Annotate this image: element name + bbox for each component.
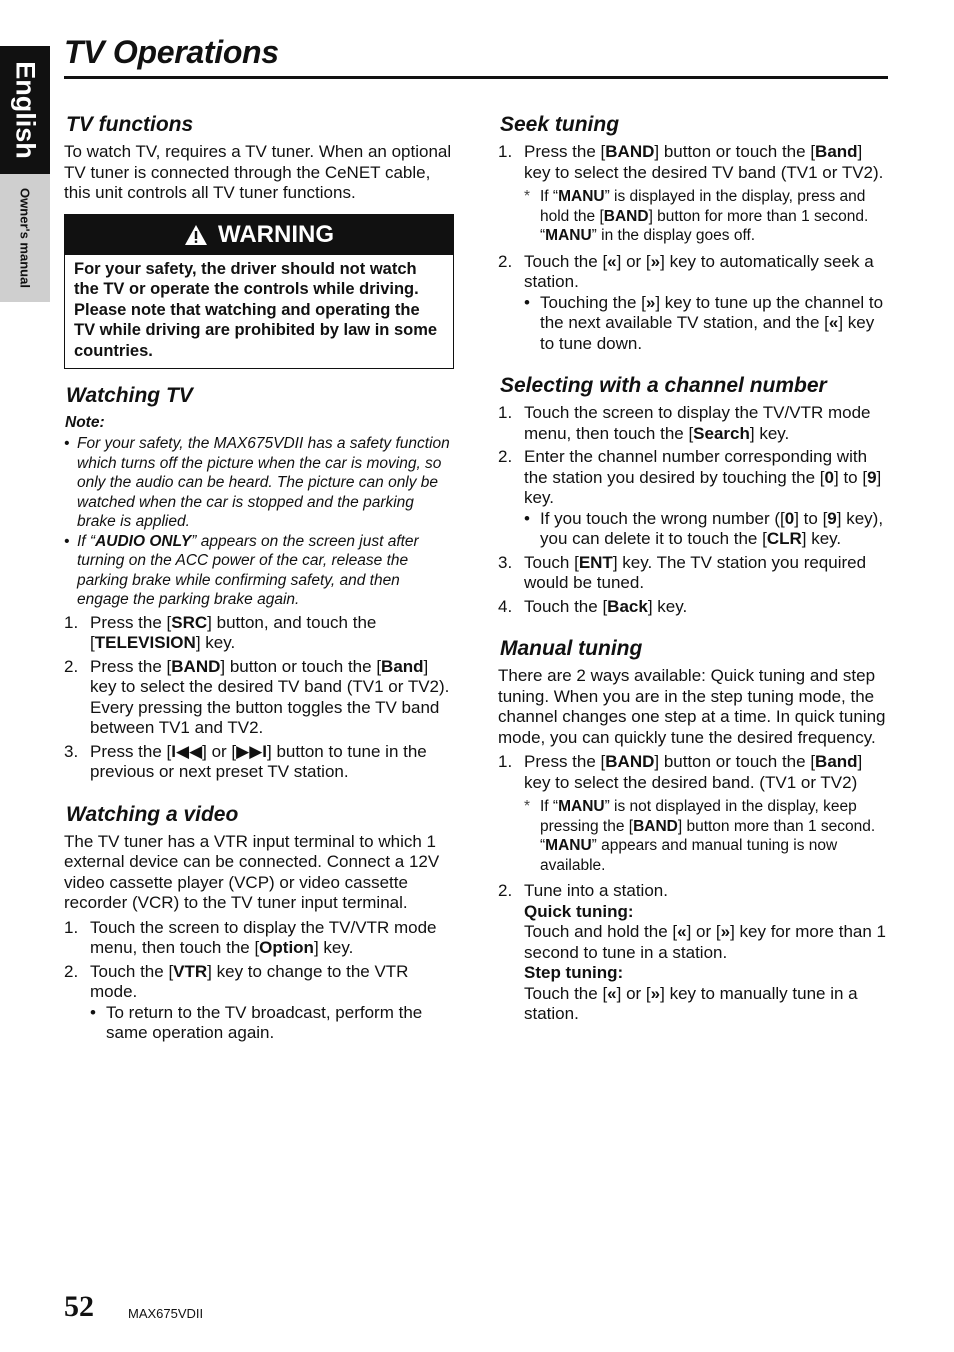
page-number: 52 bbox=[64, 1290, 94, 1323]
list-item: 2. Enter the channel number corresponding with the station you desired by touching the [0] to [9] key. • If you touch the wrong number ([0] to [9] key), you can delete it to touch the [CLR] key. bbox=[498, 447, 888, 550]
warning-triangle-icon bbox=[184, 224, 208, 246]
tv-functions-body: To watch TV, requires a TV tuner. When an optional TV tuner is connected through the CeNET cable, this unit controls all TV tuner functions. bbox=[64, 142, 452, 202]
quick-tuning-text: Touch and hold the [«] or [»] key for more than 1 second to tune in a station. bbox=[524, 922, 886, 962]
list-item: 1. Touch the screen to display the TV/VTR mode menu, then touch the [Search] key. bbox=[498, 403, 871, 443]
tv-functions-heading: TV functions bbox=[66, 113, 194, 136]
side-language-tab bbox=[0, 46, 50, 302]
list-item: 1. Press the [SRC] button, and touch the [TELEVISION] key. bbox=[64, 612, 377, 652]
watching-video-heading: Watching a video bbox=[66, 802, 239, 826]
list-item: 4. Touch the [Back] key. bbox=[498, 596, 688, 616]
manual-tuning-section bbox=[498, 634, 888, 1025]
bullet-item: • If you touch the wrong number ([0] to [9] key), you can delete it to touch the [CLR] key. bbox=[524, 508, 884, 548]
warning-body: For your safety, the driver should not watch the TV or operate the controls while driving. Please note that watching and operating the TV while driving are prohibited by law in some countries. bbox=[74, 259, 438, 360]
warning-box bbox=[64, 214, 454, 370]
watching-tv-steps bbox=[64, 613, 454, 783]
star-note: * If “MANU” is displayed in the display, press and hold the [BAND] button for more than 1 second. “MANU” in the display goes off. bbox=[524, 188, 869, 244]
manual-label: Owner's manual bbox=[17, 188, 33, 288]
channel-number-section bbox=[498, 371, 888, 617]
bullet-item: • Touching the [»] key to tune up the channel to the next available TV station, and the [«] key to tune down. bbox=[524, 292, 884, 353]
warning-header bbox=[65, 215, 453, 255]
language-label: English bbox=[10, 61, 41, 159]
watching-video-steps bbox=[64, 918, 454, 1044]
note-item: • For your safety, the MAX675VDII has a safety function which turns off the picture when the car is moving, so only the audio can be heard. The picture can only be watched when the car is stopped and the parking brake is applied. bbox=[64, 435, 450, 530]
manual-tuning-body: There are 2 ways available: Quick tuning and step tuning. When you are in the step tuning mode, the channel changes one step at a time. In quick tuning mode, you can quickly tune the desired frequency. bbox=[498, 666, 886, 747]
channel-number-heading: Selecting with a channel number bbox=[500, 374, 827, 397]
model-name: MAX675VDII bbox=[128, 1306, 204, 1321]
list-item: 2. Touch the [«] or [»] key to automatically seek a station. • Touching the [»] key to tune up the channel to the next available TV station, and the [«] key to tune down. bbox=[498, 252, 888, 355]
watching-tv-heading: Watching TV bbox=[66, 384, 193, 407]
note-item: • If “AUDIO ONLY” appears on the screen just after turning on the ACC power of the car, release the parking brake while confirming safety, and then engage the parking brake again. bbox=[64, 532, 419, 608]
list-item: 1. Touch the screen to display the TV/VTR mode menu, then touch the [Option] key. bbox=[64, 917, 437, 957]
manual-tuning-heading: Manual tuning bbox=[500, 637, 643, 660]
bullet-item: • To return to the TV broadcast, perform the same operation again. bbox=[90, 1002, 423, 1042]
list-item: 3. Press the [I◀◀] or [▶▶I] button to tune in the previous or next preset TV station. bbox=[64, 741, 427, 781]
star-note: * If “MANU” is not displayed in the display, keep pressing the [BAND] button more than 1 second. “MANU” appears and manual tuning is now available. bbox=[524, 798, 876, 874]
watching-video-section bbox=[64, 800, 454, 1044]
watching-video-body: The TV tuner has a VTR input terminal to which 1 external device can be connected. Connect a 12V video cassette player (VCP) or video cassette recorder (VCR) to the TV tuner input terminal. bbox=[64, 831, 440, 912]
seek-tuning-section bbox=[498, 110, 888, 354]
right-column bbox=[498, 110, 888, 1028]
list-item: 3. Touch [ENT] key. The TV station you required would be tuned. bbox=[498, 552, 867, 592]
list-item: 1. Press the [BAND] button or touch the [Band] key to select the desired band. (TV1 or TV2) * If “MANU” is not displayed in the display, keep pressing the [BAND] button more than 1 second. “MANU” appears and manual tuning is now available. bbox=[498, 752, 888, 875]
page-title: TV Operations bbox=[64, 34, 279, 70]
step-tuning-text: Touch the [«] or [»] key to manually tune in a station. bbox=[524, 983, 858, 1023]
list-item: 2. Press the [BAND] button or touch the [Band] key to select the desired TV band (TV1 or TV2). Every pressing the button toggles the TV band between TV1 and TV2. bbox=[64, 656, 450, 737]
step-tuning-heading: Step tuning: bbox=[524, 963, 624, 982]
left-column bbox=[64, 110, 454, 1047]
warning-title: WARNING bbox=[218, 220, 334, 248]
watching-tv-section bbox=[64, 381, 454, 783]
title-rule bbox=[64, 76, 888, 79]
tv-functions-section bbox=[64, 110, 454, 204]
language-box bbox=[0, 46, 50, 174]
list-item: 2. Tune into a station. Quick tuning: Touch and hold the [«] or [»] key for more than 1 second to tune in a station. Step tuning: Touch the [«] or [»] key to manually tune in a station. bbox=[498, 881, 888, 1025]
note-label: Note: bbox=[65, 414, 105, 431]
list-item: 2. Touch the [VTR] key to change to the VTR mode. • To return to the TV broadcast, perform the same operation again. bbox=[64, 962, 454, 1044]
quick-tuning-heading: Quick tuning: bbox=[524, 901, 634, 921]
seek-tuning-heading: Seek tuning bbox=[500, 113, 620, 136]
list-item: 1. Press the [BAND] button or touch the [Band] key to select the desired TV band (TV1 or TV2). * If “MANU” is displayed in the display, press and hold the [BAND] button for more than 1 second. “MANU” in the display goes off. bbox=[498, 142, 888, 246]
note-list bbox=[64, 434, 454, 610]
